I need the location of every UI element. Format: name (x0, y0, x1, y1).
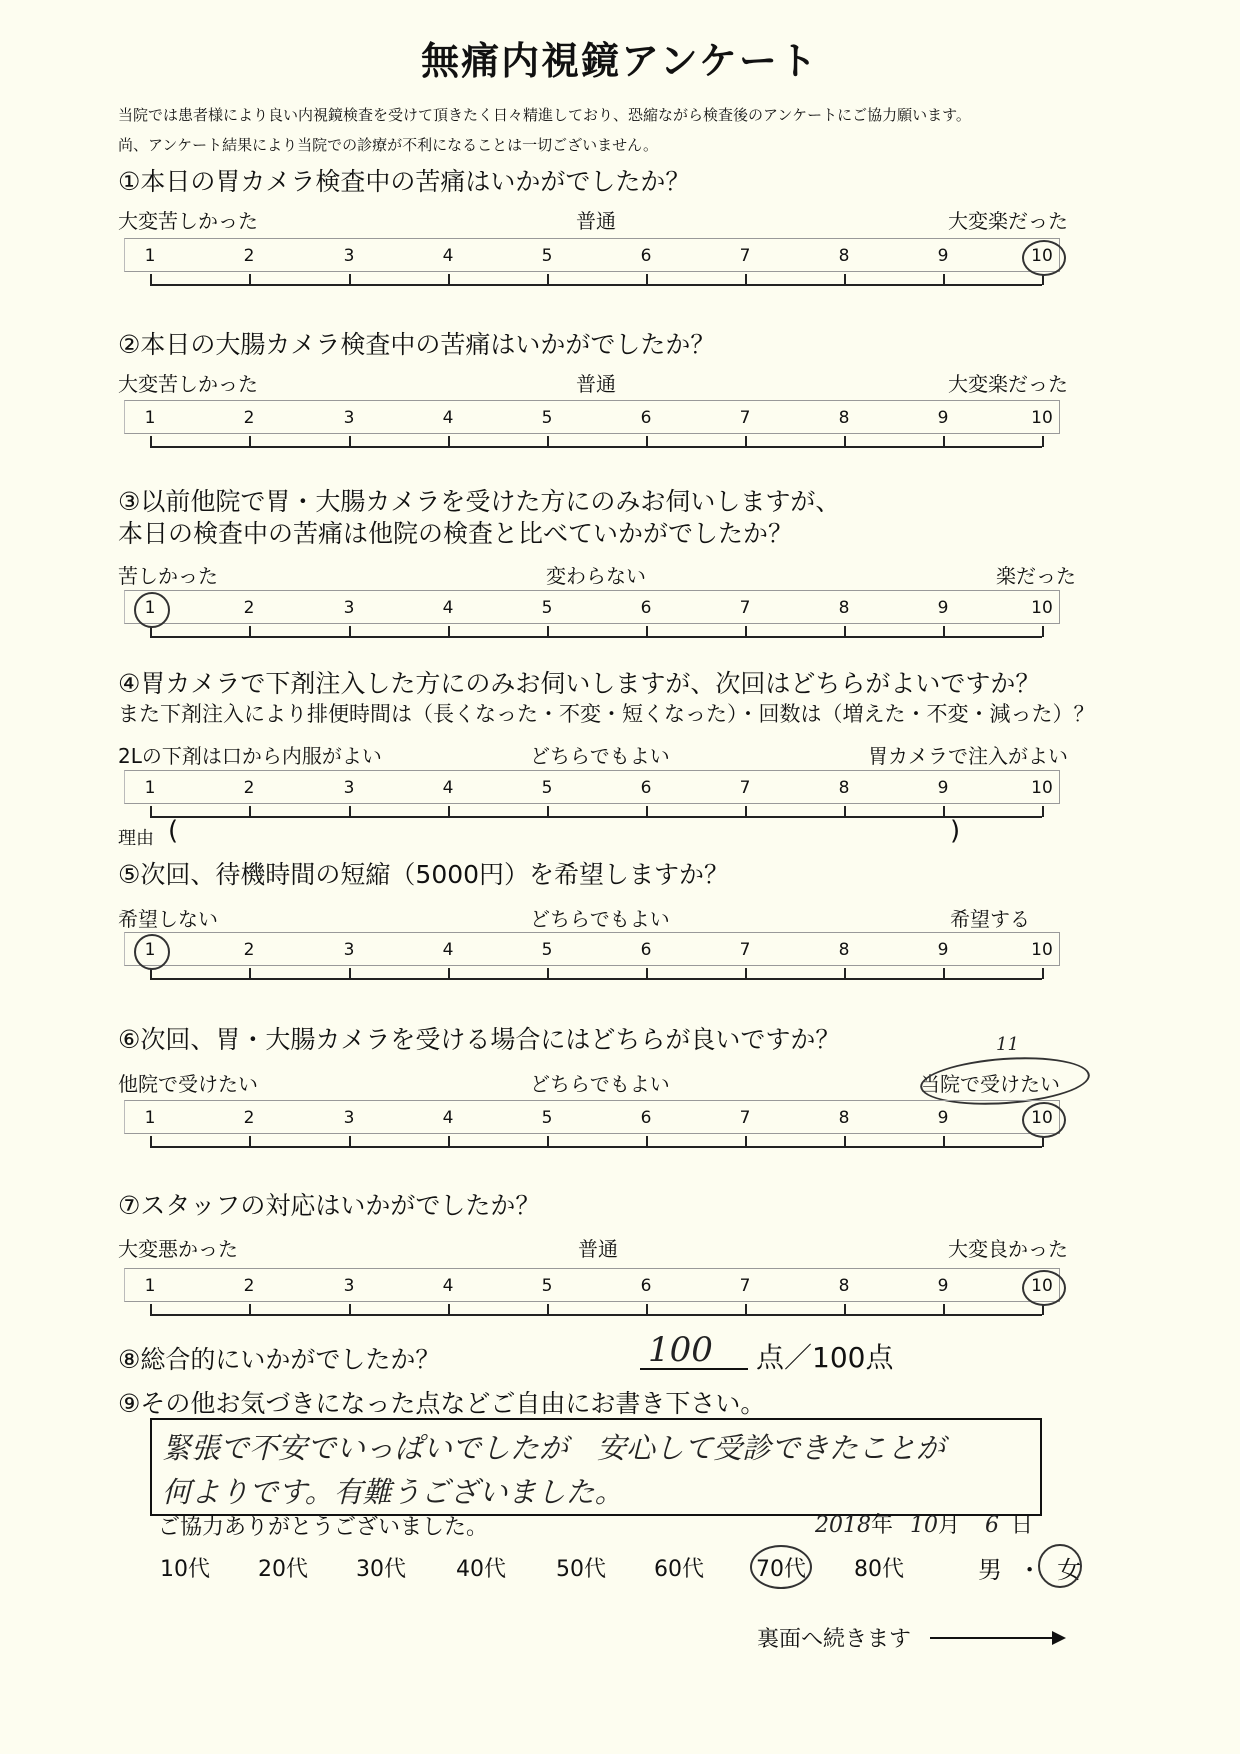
q5-scale-tick (943, 968, 945, 979)
gender-male[interactable]: 男 (978, 1556, 1002, 1584)
q7-scale-line (150, 1314, 1042, 1316)
q3-scale-option-10[interactable]: 10 (1031, 598, 1053, 618)
q4-scale-tick (1042, 806, 1044, 817)
q6-selected-answer-circle (1022, 1102, 1066, 1138)
q5-scale-tick (448, 968, 450, 979)
q5-scale-line (150, 978, 1042, 980)
q7-scale-option-8[interactable]: 8 (838, 1276, 850, 1296)
q4-scale-option-10[interactable]: 10 (1031, 778, 1053, 798)
q1-scale-option-4[interactable]: 4 (442, 246, 454, 266)
q7-scale[interactable] (124, 1268, 1058, 1326)
q4-scale-tick (844, 806, 846, 817)
age-option-60s[interactable]: 60代 (654, 1557, 704, 1582)
q3-selected-answer-circle (134, 592, 170, 628)
comment-line-2: 何よりです。有難うございました。 (162, 1475, 624, 1509)
q5-scale-tick (547, 968, 549, 979)
q3-scale-tick (745, 626, 747, 637)
q4-scale-option-1[interactable]: 1 (144, 778, 156, 798)
age-option-20s[interactable]: 20代 (258, 1557, 308, 1582)
q2-scale-option-4[interactable]: 4 (442, 408, 454, 428)
q1-scale-tick (150, 274, 152, 285)
q6-scale-option-9[interactable]: 9 (937, 1108, 949, 1128)
age-option-70s[interactable]: 70代 (756, 1557, 806, 1582)
q7-scale-option-1[interactable]: 1 (144, 1276, 156, 1296)
q4-scale-tick (943, 806, 945, 817)
q3-scale-option-9[interactable]: 9 (937, 598, 949, 618)
q7-selected-answer-circle (1022, 1270, 1066, 1306)
q4-scale-tick (249, 806, 251, 817)
q5-scale-option-6[interactable]: 6 (640, 940, 652, 960)
q4-middle-label: どちらでもよい (530, 744, 670, 768)
q6-scale-option-5[interactable]: 5 (541, 1108, 553, 1128)
age-option-30s[interactable]: 30代 (356, 1557, 406, 1582)
q1-scale-tick (646, 274, 648, 285)
comment-box[interactable] (150, 1418, 1042, 1516)
q6-scale-tick (249, 1136, 251, 1147)
q5-scale-tick (249, 968, 251, 979)
q7-scale-option-3[interactable]: 3 (343, 1276, 355, 1296)
selected-gender-circle (1038, 1544, 1082, 1588)
q5-scale-option-2[interactable]: 2 (243, 940, 255, 960)
q6-scale-option-10[interactable]: 10 (1031, 1108, 1053, 1128)
q5-scale-tick (646, 968, 648, 979)
q1-selected-answer-circle (1022, 240, 1066, 276)
q2-scale-tick (943, 436, 945, 447)
q4-scale-option-7[interactable]: 7 (739, 778, 751, 798)
q5-scale-tick (1042, 968, 1044, 979)
q6-scale-option-3[interactable]: 3 (343, 1108, 355, 1128)
q5-title: ⑤次回、待機時間の短縮（5000円）を希望しますか？ (118, 860, 730, 889)
reason-open-paren: ( (168, 816, 179, 846)
q2-scale-tick (249, 436, 251, 447)
q3-left-label: 苦しかった (118, 564, 218, 588)
q7-scale-option-5[interactable]: 5 (541, 1276, 553, 1296)
age-option-80s[interactable]: 80代 (854, 1557, 904, 1582)
q7-left-label: 大変悪かった (118, 1237, 238, 1261)
q6-scale[interactable] (124, 1100, 1058, 1158)
q5-selected-answer-circle (134, 934, 170, 970)
q3-scale-option-3[interactable]: 3 (343, 598, 355, 618)
q2-scale-tick (547, 436, 549, 447)
q6-scale-tick (844, 1136, 846, 1147)
q6-scale-option-7[interactable]: 7 (739, 1108, 751, 1128)
q5-scale-option-9[interactable]: 9 (937, 940, 949, 960)
q3-scale-tick (249, 626, 251, 637)
q4-scale-tick (448, 806, 450, 817)
q2-title: ②本日の大腸カメラ検査中の苦痛はいかがでしたか？ (118, 330, 716, 359)
q6-scale-tick (745, 1136, 747, 1147)
q4-left-label: 2Lの下剤は口から内服がよい (118, 744, 382, 768)
q6-scale-option-1[interactable]: 1 (144, 1108, 156, 1128)
q6-handwritten-note: 11 (996, 1034, 1019, 1055)
q7-scale-option-9[interactable]: 9 (937, 1276, 949, 1296)
q1-left-label: 大変苦しかった (118, 209, 258, 233)
page-title: 無痛内視鏡アンケート (421, 39, 819, 83)
q2-scale-option-7[interactable]: 7 (739, 408, 751, 428)
arrow-right-icon (1052, 1631, 1066, 1645)
q3-scale-option-6[interactable]: 6 (640, 598, 652, 618)
q6-scale-tick (448, 1136, 450, 1147)
q2-scale-option-8[interactable]: 8 (838, 408, 850, 428)
reason-close-paren: ) (950, 816, 961, 846)
q1-scale[interactable] (124, 238, 1058, 296)
q4-scale-tick (150, 806, 152, 817)
q1-scale-line (150, 284, 1042, 286)
q7-scale-tick (547, 1304, 549, 1315)
age-option-10s[interactable]: 10代 (160, 1557, 210, 1582)
q7-scale-tick (150, 1304, 152, 1315)
q4-scale-tick (646, 806, 648, 817)
q2-scale-tick (448, 436, 450, 447)
q4-scale-tick (349, 806, 351, 817)
q8-score-suffix: 点／100点 (756, 1341, 894, 1374)
q1-scale-tick (745, 274, 747, 285)
q8-score-underline (640, 1368, 748, 1370)
q3-title: ③以前他院で胃・大腸カメラを受けた方にのみお伺いしますが、 (118, 487, 841, 516)
q7-scale-option-4[interactable]: 4 (442, 1276, 454, 1296)
q2-scale-tick (150, 436, 152, 447)
date-year-label: 年 (871, 1513, 894, 1538)
continue-arrow-line (930, 1637, 1060, 1639)
q4-scale-option-8[interactable]: 8 (838, 778, 850, 798)
q7-right-label: 大変良かった (948, 1237, 1068, 1261)
q1-scale-option-9[interactable]: 9 (937, 246, 949, 266)
q4-scale-tick (745, 806, 747, 817)
q5-scale-option-3[interactable]: 3 (343, 940, 355, 960)
q2-scale-tick (844, 436, 846, 447)
q2-scale-option-10[interactable]: 10 (1031, 408, 1053, 428)
q5-scale-option-5[interactable]: 5 (541, 940, 553, 960)
q7-scale-option-7[interactable]: 7 (739, 1276, 751, 1296)
q4-scale-tick (547, 806, 549, 817)
q7-scale-option-6[interactable]: 6 (640, 1276, 652, 1296)
q4-scale-option-2[interactable]: 2 (243, 778, 255, 798)
date-day[interactable]: 6 (985, 1513, 1000, 1538)
q1-scale-tick (448, 274, 450, 285)
q8-title: ⑧総合的にいかがでしたか？ (118, 1345, 441, 1374)
q2-scale-option-6[interactable]: 6 (640, 408, 652, 428)
q3-scale-tick (448, 626, 450, 637)
q3-scale[interactable] (124, 590, 1058, 648)
comment-line-1: 緊張で不安でいっぱいでしたが 安心して受診できたことが (162, 1431, 946, 1465)
q1-scale-option-2[interactable]: 2 (243, 246, 255, 266)
reason-field[interactable] (184, 820, 944, 846)
q1-scale-tick (943, 274, 945, 285)
q5-right-label: 希望する (950, 907, 1030, 931)
q7-scale-tick (745, 1304, 747, 1315)
q3-scale-tick (943, 626, 945, 637)
q1-scale-option-8[interactable]: 8 (838, 246, 850, 266)
q6-title: ⑥次回、胃・大腸カメラを受ける場合にはどちらが良いですか？ (118, 1025, 841, 1054)
q2-left-label: 大変苦しかった (118, 372, 258, 396)
q7-scale-tick (349, 1304, 351, 1315)
q5-scale-tick (349, 968, 351, 979)
q1-scale-option-7[interactable]: 7 (739, 246, 751, 266)
q2-scale-option-1[interactable]: 1 (144, 408, 156, 428)
q6-left-label: 他院で受けたい (118, 1072, 258, 1096)
q4-right-label: 胃カメラで注入がよい (868, 744, 1068, 768)
q1-title: ①本日の胃カメラ検査中の苦痛はいかがでしたか？ (118, 167, 691, 196)
q7-scale-tick (646, 1304, 648, 1315)
date (815, 1508, 1033, 1539)
q3-scale-line (150, 636, 1042, 638)
q1-scale-option-6[interactable]: 6 (640, 246, 652, 266)
q3-scale-tick (844, 626, 846, 637)
q4-scale-option-5[interactable]: 5 (541, 778, 553, 798)
q7-scale-option-2[interactable]: 2 (243, 1276, 255, 1296)
age-option-40s[interactable]: 40代 (456, 1557, 506, 1582)
q3-scale-tick (547, 626, 549, 637)
q4-title: ④胃カメラで下剤注入した方にのみお伺いしますが、次回はどちらがよいですか？ (118, 669, 1041, 698)
q3-scale-tick (646, 626, 648, 637)
q2-scale-tick (745, 436, 747, 447)
q2-scale-tick (1042, 436, 1044, 447)
q5-scale-option-8[interactable]: 8 (838, 940, 850, 960)
q1-middle-label: 普通 (576, 209, 616, 233)
q1-scale-tick (547, 274, 549, 285)
q2-right-label: 大変楽だった (948, 372, 1068, 396)
q3-scale-option-8[interactable]: 8 (838, 598, 850, 618)
q1-scale-option-3[interactable]: 3 (343, 246, 355, 266)
q5-scale-option-4[interactable]: 4 (442, 940, 454, 960)
q5-scale-option-10[interactable]: 10 (1031, 940, 1053, 960)
q3-right-label: 楽だった (996, 564, 1076, 588)
q2-scale-tick (646, 436, 648, 447)
q7-scale-tick (943, 1304, 945, 1315)
q1-scale-option-10[interactable]: 10 (1031, 246, 1053, 266)
q2-scale-tick (349, 436, 351, 447)
q6-scale-tick (646, 1136, 648, 1147)
q3-scale-option-7[interactable]: 7 (739, 598, 751, 618)
q3-scale-option-2[interactable]: 2 (243, 598, 255, 618)
q3-middle-label: 変わらない (546, 564, 646, 588)
q5-scale-tick (745, 968, 747, 979)
q5-scale[interactable] (124, 932, 1058, 990)
q7-scale-tick (249, 1304, 251, 1315)
date-month-label: 月 (938, 1513, 961, 1538)
q3-title-2: 本日の検査中の苦痛は他院の検査と比べていかがでしたか？ (118, 519, 794, 548)
q5-scale-option-7[interactable]: 7 (739, 940, 751, 960)
q6-middle-label: どちらでもよい (530, 1072, 670, 1096)
q5-middle-label: どちらでもよい (530, 907, 670, 931)
continue-text: 裏面へ続きます (757, 1627, 912, 1652)
q7-title: ⑦スタッフの対応はいかがでしたか？ (118, 1191, 541, 1220)
q6-scale-option-2[interactable]: 2 (243, 1108, 255, 1128)
q2-scale[interactable] (124, 400, 1058, 458)
q3-scale-option-1[interactable]: 1 (144, 598, 156, 618)
q4-scale-option-6[interactable]: 6 (640, 778, 652, 798)
q4-title-2: また下剤注入により排便時間は（長くなった・不変・短くなった）・回数は（増えた・不変・減った）？ (118, 702, 1095, 726)
selected-age-circle (750, 1545, 812, 1589)
q4-scale-option-4[interactable]: 4 (442, 778, 454, 798)
q6-scale-tick (547, 1136, 549, 1147)
q1-scale-option-1[interactable]: 1 (144, 246, 156, 266)
q7-middle-label: 普通 (578, 1237, 618, 1261)
q4-scale-option-3[interactable]: 3 (343, 778, 355, 798)
q1-scale-tick (844, 274, 846, 285)
q6-scale-option-6[interactable]: 6 (640, 1108, 652, 1128)
reason-label: 理由 (118, 828, 154, 849)
q3-scale-option-4[interactable]: 4 (442, 598, 454, 618)
age-option-50s[interactable]: 50代 (556, 1557, 606, 1582)
intro-line-1: 当院では患者様により良い内視鏡検査を受けて頂きたく日々精進しており、恐縮ながら検査後のアンケートにご協力願います。 (118, 106, 971, 124)
q2-scale-line (150, 446, 1042, 448)
q9-title: ⑨その他お気づきになった点などご自由にお書き下さい。 (118, 1389, 766, 1418)
q1-scale-tick (249, 274, 251, 285)
date-month[interactable]: 10 (910, 1513, 939, 1538)
q6-scale-line (150, 1146, 1042, 1148)
q4-scale-option-9[interactable]: 9 (937, 778, 949, 798)
q6-scale-option-8[interactable]: 8 (838, 1108, 850, 1128)
gender-female[interactable]: 女 (1057, 1556, 1082, 1584)
q3-scale-tick (349, 626, 351, 637)
q1-scale-tick (349, 274, 351, 285)
q1-scale-option-5[interactable]: 5 (541, 246, 553, 266)
q4-scale-line (150, 816, 1042, 818)
date-year[interactable]: 2018 (815, 1513, 871, 1538)
q3-scale-tick (1042, 626, 1044, 637)
q8-score-handwritten[interactable]: 100 (648, 1330, 713, 1370)
q2-middle-label: 普通 (576, 372, 616, 396)
q2-scale-option-9[interactable]: 9 (937, 408, 949, 428)
q6-right-label: 当院で受けたい (920, 1072, 1060, 1096)
q6-scale-tick (349, 1136, 351, 1147)
intro-line-2: 尚、アンケート結果により当院での診療が不利になることは一切ございません。 (118, 136, 659, 154)
q6-scale-option-4[interactable]: 4 (442, 1108, 454, 1128)
q7-scale-tick (844, 1304, 846, 1315)
q7-scale-tick (448, 1304, 450, 1315)
q3-scale-option-5[interactable]: 5 (541, 598, 553, 618)
q5-scale-tick (844, 968, 846, 979)
q5-left-label: 希望しない (118, 907, 218, 931)
q2-scale-option-3[interactable]: 3 (343, 408, 355, 428)
date-day-label: 日 (1011, 1513, 1034, 1538)
thanks-text: ご協力ありがとうございました。 (158, 1515, 489, 1540)
q7-scale-option-10[interactable]: 10 (1031, 1276, 1053, 1296)
q2-scale-option-5[interactable]: 5 (541, 408, 553, 428)
q6-scale-tick (150, 1136, 152, 1147)
q5-scale-option-1[interactable]: 1 (144, 940, 156, 960)
q2-scale-option-2[interactable]: 2 (243, 408, 255, 428)
q1-right-label: 大変楽だった (948, 209, 1068, 233)
gender-separator: ・ (1017, 1556, 1042, 1584)
q6-scale-tick (943, 1136, 945, 1147)
